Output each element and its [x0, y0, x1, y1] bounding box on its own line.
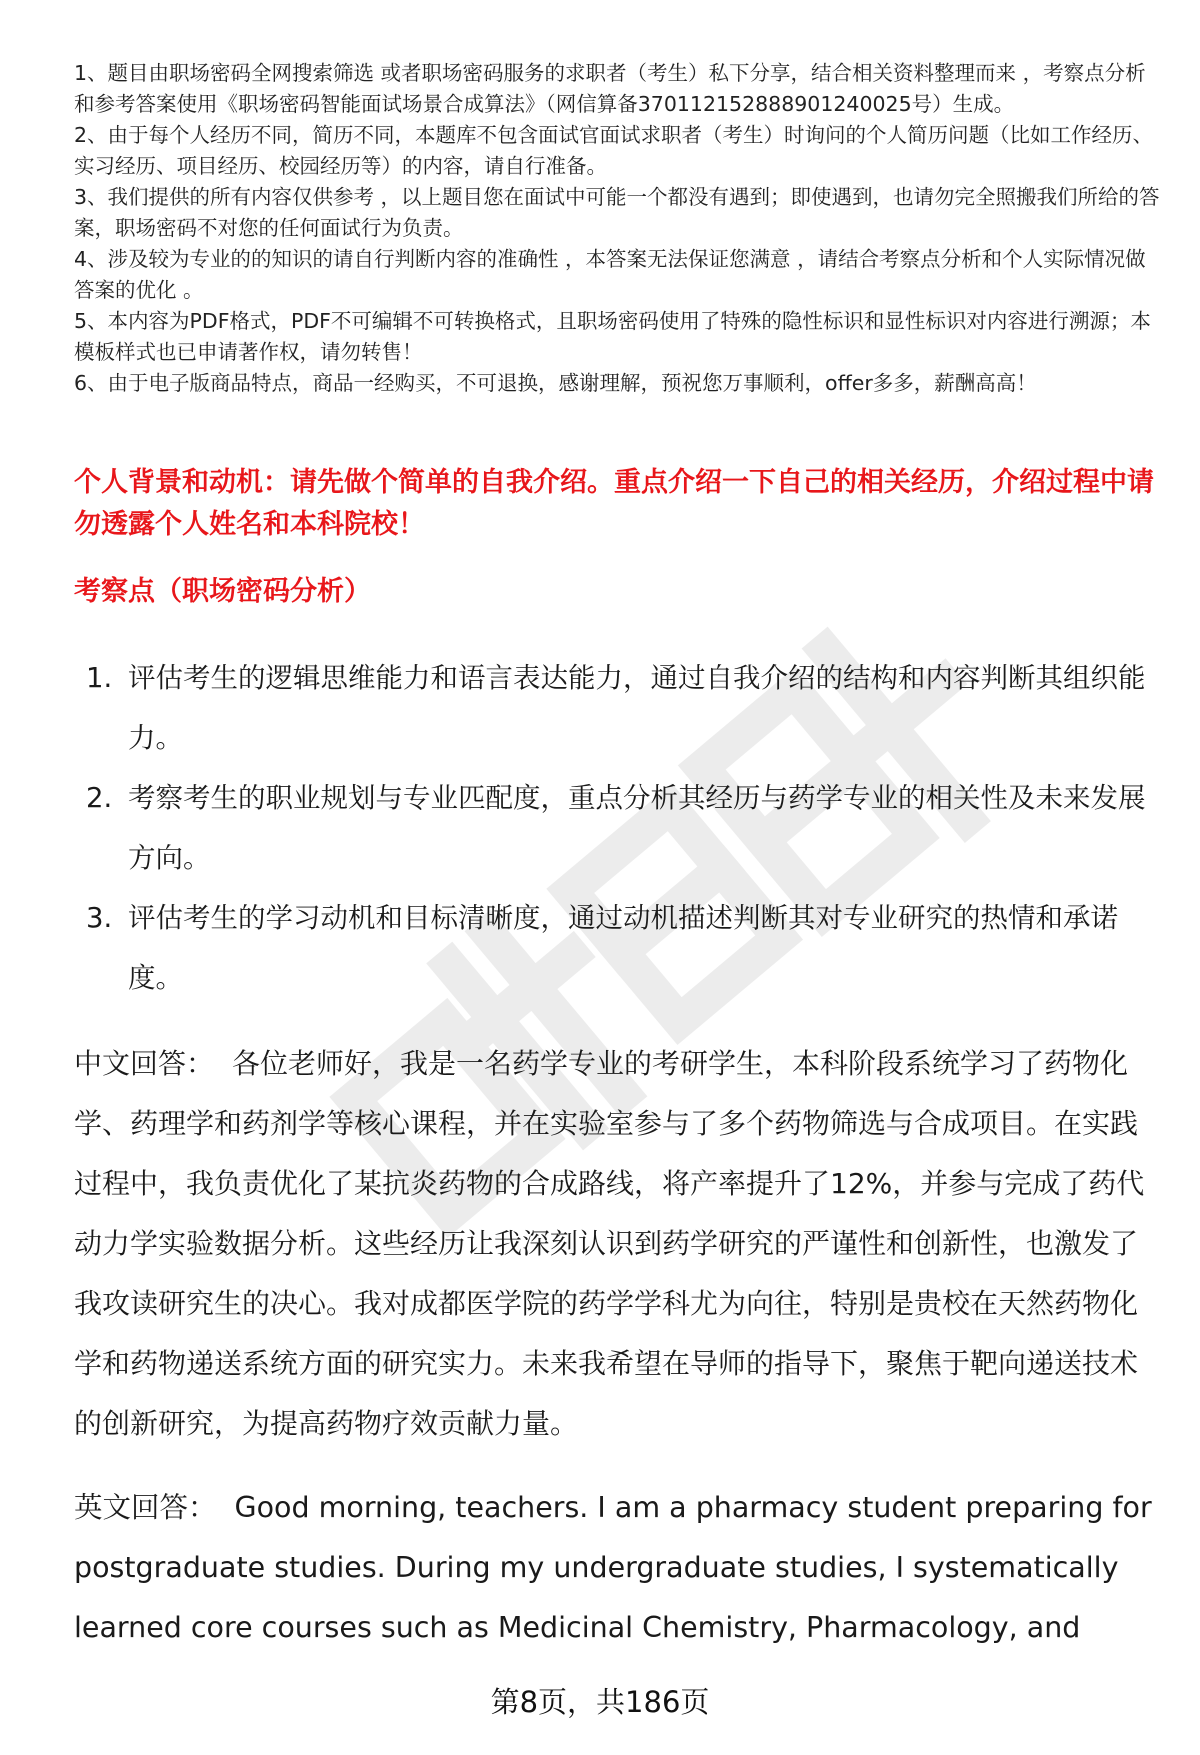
disclaimer-notice	[74, 58, 1164, 399]
chinese-answer	[74, 1034, 1159, 1454]
page-number-footer: 第8页，共186页	[490, 1685, 710, 1719]
point-number: 1.	[86, 662, 113, 694]
interview-question: 个人背景和动机：请先做个简单的自我介绍。重点介绍一下自己的相关经历，介绍过程中请勿透露个人姓名和本科院校！	[74, 467, 1154, 540]
point-text: 评估考生的逻辑思维能力和语言表达能力，通过自我介绍的结构和内容判断其组织能力。	[128, 662, 1146, 754]
english-answer	[74, 1478, 1159, 1658]
english-answer-text: Good morning, teachers. I am a pharmacy student preparing for postgraduate studies. During my undergraduate studies, I systematically learned core courses such as Medicinal Chemistry, Pharmacology, and	[74, 1491, 1152, 1644]
assessment-point	[74, 648, 1154, 768]
point-number: 2.	[86, 782, 113, 814]
point-text: 评估考生的学习动机和目标清晰度，通过动机描述判断其对专业研究的热情和承诺度。	[128, 902, 1118, 994]
notice-item-3: 3、我们提供的所有内容仅供参考 ，以上题目您在面试中可能一个都没有遇到；即使遇到，也请勿完全照搬我们所给的答案，职场密码不对您的任何面试行为负责。	[74, 185, 1160, 240]
notice-item-4: 4、涉及较为专业的的知识的请自行判断内容的准确性 ，本答案无法保证您满意 ，请结合考察点分析和个人实际情况做答案的优化 。	[74, 247, 1146, 302]
assessment-point	[74, 888, 1154, 1008]
point-text: 考察考生的职业规划与专业匹配度，重点分析其经历与药学专业的相关性及未来发展方向。	[128, 782, 1146, 874]
english-answer-label: 英文回答：	[74, 1491, 217, 1524]
chinese-answer-text: 各位老师好，我是一名药学专业的考研学生，本科阶段系统学习了药物化学、药理学和药剂学等核心课程，并在实验室参与了多个药物筛选与合成项目。在实践过程中，我负责优化了某抗炎药物的合成路线，将产率提升了12%，并参与完成了药代动力学实验数据分析。这些经历让我深刻认识到药学研究的严谨性和创新性，也激发了我攻读研究生的决心。我对成都医学院的药学学科尤为向往，特别是贵校在天然药物化学和药物递送系统方面的研究实力。未来我希望在导师的指导下，聚焦于靶向递送技术的创新研究，为提高药物疗效贡献力量。	[74, 1047, 1145, 1440]
point-number: 3.	[86, 902, 113, 934]
notice-item-6: 6、由于电子版商品特点，商品一经购买，不可退换，感谢理解，预祝您万事顺利，offer多多，薪酬高高！	[74, 371, 1037, 395]
notice-item-2: 2、由于每个人经历不同，简历不同，本题库不包含面试官面试求职者（考生）时询问的个人简历问题（比如工作经历、实习经历、项目经历、校园经历等）的内容，请自行准备。	[74, 123, 1154, 178]
assessment-points-heading: 考察点（职场密码分析）	[74, 576, 371, 607]
notice-item-1: 1、题目由职场密码全网搜索筛选 或者职场密码服务的求职者（考生）私下分享，结合相关资料整理而来 ，考察点分析和参考答案使用《职场密码智能面试场景合成算法》（网信算备370112152888901240025号）生成。	[74, 61, 1146, 116]
notice-item-5: 5、本内容为PDF格式，PDF不可编辑不可转换格式，且职场密码使用了特殊的隐性标识和显性标识对内容进行溯源；本模板样式也已申请著作权，请勿转售！	[74, 309, 1151, 364]
assessment-points-list	[74, 648, 1154, 1008]
assessment-point	[74, 768, 1154, 888]
chinese-answer-label: 中文回答：	[74, 1047, 215, 1080]
